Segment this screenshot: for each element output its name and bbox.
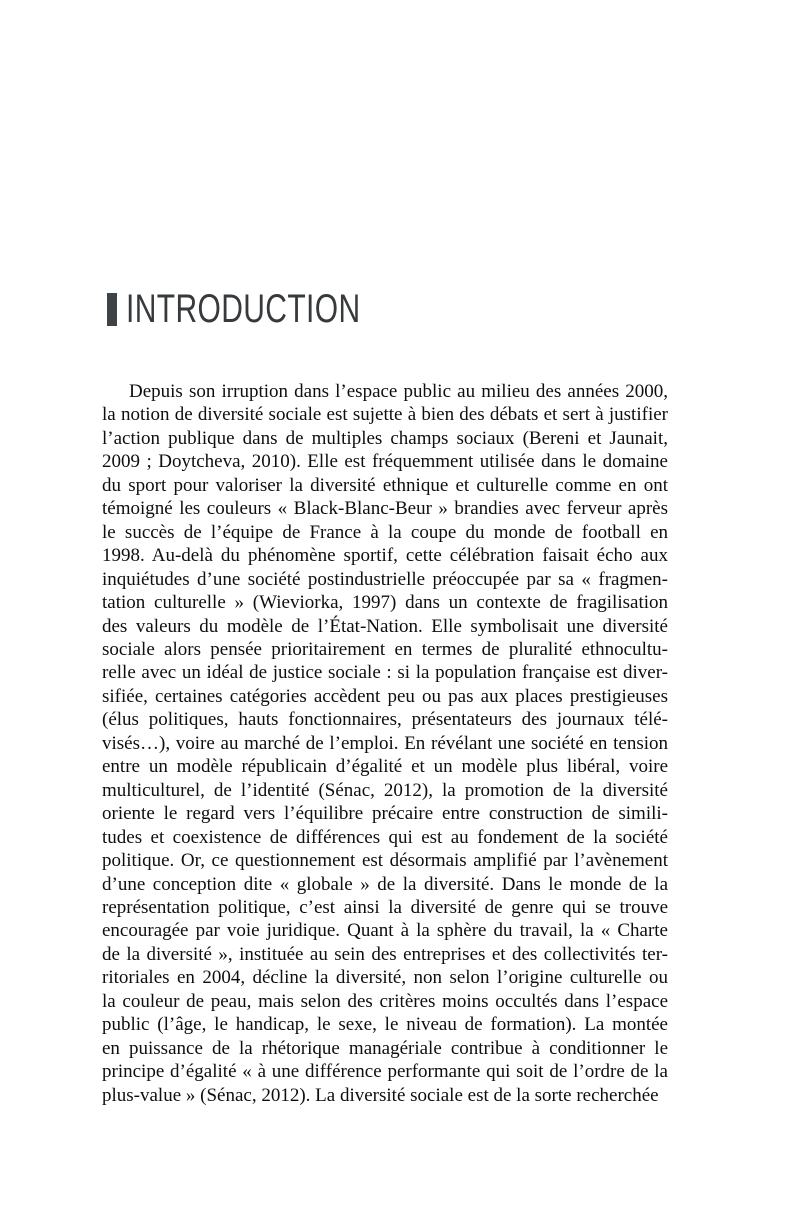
paragraph-line: 1998. Au-delà du phénomène sportif, cette célébration faisait écho aux — [102, 545, 668, 567]
paragraph-line: sociale alors pensée prioritairement en termes de pluralité ethnocultu- — [102, 638, 668, 660]
paragraph-line: entre un modèle républicain d’égalité et un modèle plus libéral, voire — [102, 756, 668, 778]
paragraph-line: Depuis son irruption dans l’espace public au milieu des années 2000, — [129, 381, 668, 402]
paragraph-line: tation culturelle » (Wieviorka, 1997) dans un contexte de fragilisation — [102, 592, 668, 614]
paragraph-line: encouragée par voie juridique. Quant à la sphère du travail, la « Charte — [102, 920, 668, 942]
paragraph-line: oriente le regard vers l’équilibre précaire entre construction de simili- — [102, 803, 668, 825]
paragraph-line: des valeurs du modèle de l’État-Nation. Elle symbolisait une diversité — [102, 615, 668, 637]
paragraph-line: sifiée, certaines catégories accèdent peu ou pas aux places prestigieuses — [102, 685, 668, 707]
chapter-heading — [107, 289, 439, 329]
paragraph-line: la couleur de peau, mais selon des critères moins occultés dans l’espace — [102, 990, 668, 1012]
paragraph-line: la notion de diversité sociale est sujette à bien des débats et sert à justifier — [102, 404, 668, 426]
paragraph-line: l’action publique dans de multiples champs sociaux (Bereni et Jaunait, — [102, 427, 668, 449]
paragraph-line: politique. Or, ce questionnement est désormais amplifié par l’avènement — [102, 850, 668, 872]
paragraph-line: visés…), voire au marché de l’emploi. En révélant une société en tension — [102, 732, 668, 754]
paragraph-line: le succès de l’équipe de France à la coupe du monde de football en — [102, 521, 668, 543]
paragraph-line: tudes et coexistence de différences qui est au fondement de la société — [102, 826, 668, 848]
paragraph-line: principe d’égalité « à une différence performante qui soit de l’ordre de la — [102, 1061, 668, 1083]
heading-accent-bar — [107, 293, 117, 326]
paragraph-line: du sport pour valoriser la diversité ethnique et culturelle comme en ont — [102, 474, 668, 496]
paragraph-line: 2009 ; Doytcheva, 2010). Elle est fréquemment utilisée dans le domaine — [102, 451, 668, 473]
paragraph-line: relle avec un idéal de justice sociale : si la population française est diver- — [102, 662, 668, 684]
paragraph-line: témoigné les couleurs « Black-Blanc-Beur » brandies avec ferveur après — [102, 498, 668, 520]
body-paragraph — [102, 380, 668, 1107]
paragraph-line: ritoriales en 2004, décline la diversité, non selon l’origine culturelle ou — [102, 967, 668, 989]
paragraph-line: inquiétudes d’une société postindustrielle préoccupée par sa « fragmen- — [102, 568, 668, 590]
paragraph-line: d’une conception dite « globale » de la diversité. Dans le monde de la — [102, 873, 668, 895]
paragraph-line: (élus politiques, hauts fonctionnaires, présentateurs des journaux télé- — [102, 709, 668, 731]
chapter-title: INTRODUCTION — [126, 287, 361, 331]
paragraph-line: public (l’âge, le handicap, le sexe, le niveau de formation). La montée — [102, 1014, 668, 1036]
paragraph-line: plus-value » (Sénac, 2012). La diversité sociale est de la sorte recherchée — [102, 1084, 659, 1106]
paragraph-line: de la diversité », instituée au sein des entreprises et des collectivités ter- — [102, 943, 668, 965]
paragraph-line: représentation politique, c’est ainsi la diversité de genre qui se trouve — [102, 896, 668, 918]
paragraph-line: multiculturel, de l’identité (Sénac, 2012), la promotion de la diversité — [102, 779, 668, 801]
paragraph-line: en puissance de la rhétorique managériale contribue à conditionner le — [102, 1037, 668, 1059]
